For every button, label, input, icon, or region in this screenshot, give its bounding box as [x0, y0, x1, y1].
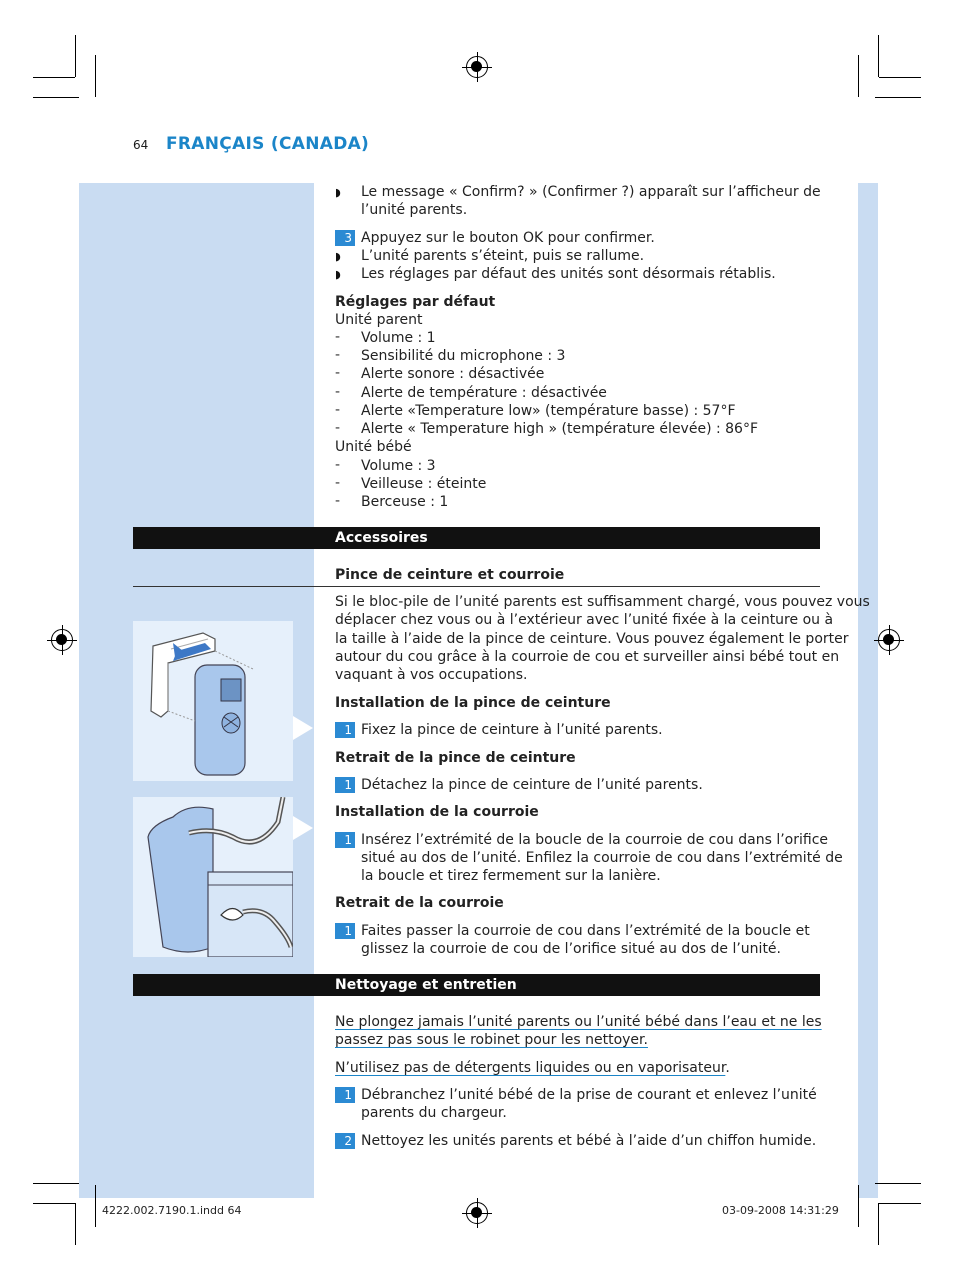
- paragraph-line: déplacer chez vous ou à l’extérieur avec l’unité fixée à la ceinture ou à: [335, 612, 834, 628]
- warning-period: .: [725, 1060, 730, 1076]
- list-item: Volume : 1: [361, 330, 436, 346]
- step-number: 1: [335, 1087, 355, 1103]
- step-text: Fixez la pince de ceinture à l’unité parents.: [361, 722, 663, 738]
- list-item: Sensibilité du microphone : 3: [361, 348, 566, 364]
- divider: [133, 586, 820, 587]
- belt-clip-illustration: [133, 621, 293, 781]
- footer-filename: 4222.002.7190.1.indd 64: [102, 1204, 242, 1217]
- neck-cord-drawing: [133, 797, 293, 957]
- step-text: Débranchez l’unité bébé de la prise de courant et enlevez l’unité: [361, 1087, 817, 1103]
- bullet-icon: ◗: [335, 268, 341, 281]
- step-text: Nettoyez les unités parents et bébé à l’aide d’un chiffon humide.: [361, 1133, 817, 1149]
- subheading: Pince de ceinture et courroie: [335, 567, 565, 583]
- right-margin-band: [858, 183, 878, 1198]
- registration-mark-top: [466, 56, 488, 78]
- defaults-heading: Réglages par défaut: [335, 294, 496, 310]
- strap-remove-heading: Retrait de la courroie: [335, 895, 504, 911]
- strap-install-heading: Installation de la courroie: [335, 804, 539, 820]
- neck-cord-illustration: [133, 797, 293, 957]
- list-item: Volume : 3: [361, 458, 436, 474]
- step-number: 2: [335, 1133, 355, 1149]
- step-number: 1: [335, 722, 355, 738]
- clip-remove-heading: Retrait de la pince de ceinture: [335, 750, 576, 766]
- step-text: la boucle et tirez fermement sur la lanière.: [361, 868, 661, 884]
- step-text: Insérez l’extrémité de la boucle de la courroie de cou dans l’orifice: [361, 832, 829, 848]
- section-bar-cleaning: [133, 974, 820, 996]
- paragraph-line: autour du cou grâce à la courroie de cou et surveiller ainsi bébé tout en: [335, 649, 840, 665]
- step-text: Détachez la pince de ceinture de l’unité parents.: [361, 777, 703, 793]
- list-item: Alerte « Temperature high » (température élevée) : 86°F: [361, 421, 759, 437]
- step-text: parents du chargeur.: [361, 1105, 507, 1121]
- bullet-text: Les réglages par défaut des unités sont désormais rétablis.: [361, 266, 776, 282]
- step-number: 3: [335, 230, 355, 246]
- pointer-arrow: [293, 816, 313, 840]
- bullet-icon: ◗: [335, 186, 341, 199]
- section-bar-title: Nettoyage et entretien: [335, 977, 517, 993]
- bullet-text: Le message « Confirm? » (Confirmer ?) apparaît sur l’afficheur de: [361, 184, 821, 200]
- bullet-text: L’unité parents s’éteint, puis se rallume.: [361, 248, 645, 264]
- warning-text: passez pas sous le robinet pour les nettoyer.: [335, 1032, 648, 1048]
- baby-unit-label: Unité bébé: [335, 439, 412, 455]
- registration-mark-bottom: [466, 1202, 488, 1224]
- page-number: 64: [133, 138, 149, 152]
- step-number: 1: [335, 832, 355, 848]
- list-item: Berceuse : 1: [361, 494, 449, 510]
- footer-datetime: 03-09-2008 14:31:29: [722, 1204, 839, 1217]
- step-text: situé au dos de l’unité. Enfilez la courroie de cou dans l’extrémité de: [361, 850, 843, 866]
- step-number: 1: [335, 777, 355, 793]
- section-header: FRANÇAIS (CANADA): [166, 134, 370, 154]
- paragraph-line: vaquant à vos occupations.: [335, 667, 528, 683]
- step-text: glissez la courroie de cou de l’orifice situé au dos de l’unité.: [361, 941, 781, 957]
- bullet-text: l’unité parents.: [361, 202, 468, 218]
- step-number: 1: [335, 923, 355, 939]
- warning-text: Ne plongez jamais l’unité parents ou l’unité bébé dans l’eau et ne les: [335, 1014, 822, 1030]
- list-item: Alerte sonore : désactivée: [361, 366, 545, 382]
- list-item: Alerte «Temperature low» (température basse) : 57°F: [361, 403, 736, 419]
- warning-underlined: N’utilisez pas de détergents liquides ou en vaporisateur: [335, 1060, 726, 1076]
- step-text: Faites passer la courroie de cou dans l’extrémité de la boucle et: [361, 923, 810, 939]
- step-text: Appuyez sur le bouton OK pour confirmer.: [361, 230, 655, 246]
- paragraph-line: la taille à l’aide de la pince de ceinture. Vous pouvez également le porter: [335, 631, 849, 647]
- belt-clip-drawing: [133, 621, 293, 781]
- registration-mark-right: [878, 629, 900, 651]
- warning-text: [335, 1059, 730, 1077]
- clip-install-heading: Installation de la pince de ceinture: [335, 695, 611, 711]
- pointer-arrow: [293, 716, 313, 740]
- list-item: Veilleuse : éteinte: [361, 476, 487, 492]
- section-bar-accessories: [133, 527, 820, 549]
- section-bar-title: Accessoires: [335, 530, 428, 546]
- parent-unit-label: Unité parent: [335, 312, 423, 328]
- list-item: Alerte de température : désactivée: [361, 385, 607, 401]
- bullet-icon: ◗: [335, 250, 341, 263]
- paragraph-line: Si le bloc-pile de l’unité parents est suffisamment chargé, vous pouvez vous: [335, 594, 870, 610]
- registration-mark-left: [51, 629, 73, 651]
